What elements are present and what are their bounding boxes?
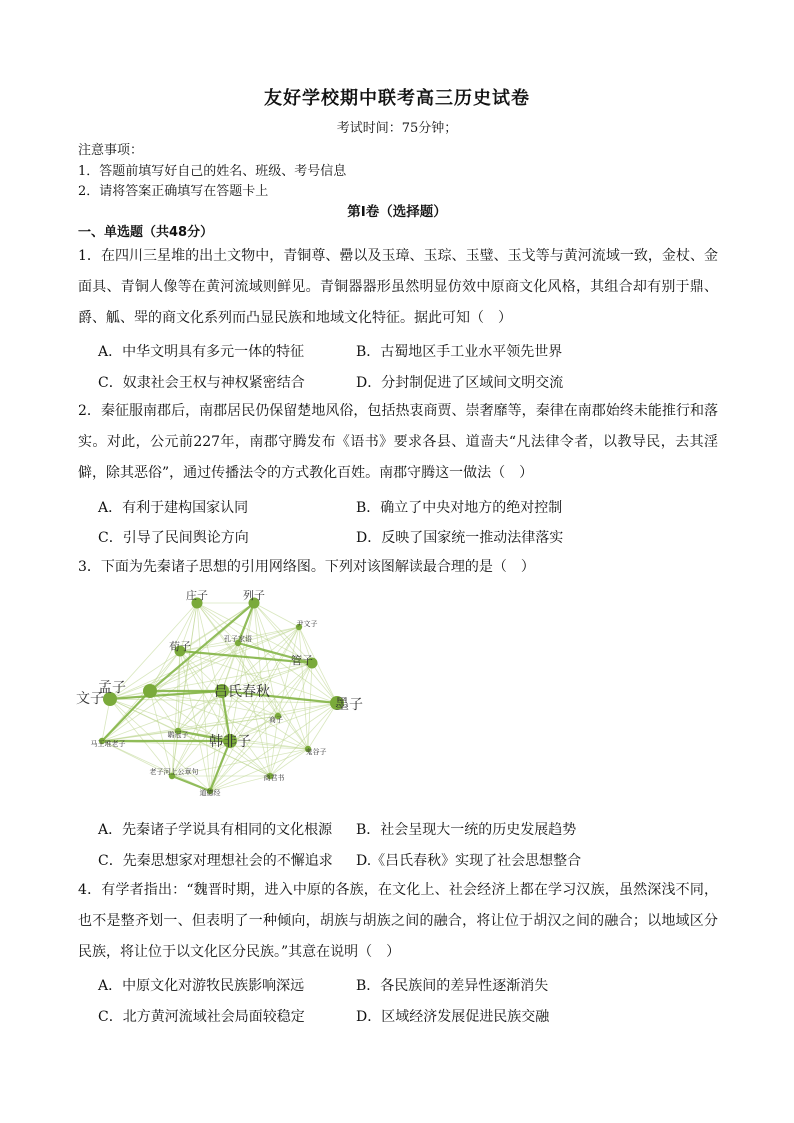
- question-2-option-a: A．有利于建构国家认同: [98, 500, 249, 516]
- question-1-option-c: C．奴隶社会王权与神权紧密结合: [98, 375, 305, 391]
- network-node: [143, 684, 157, 698]
- question-2-option-b: B．确立了中央对地方的绝对控制: [356, 500, 563, 516]
- network-node-label: 韩非子: [209, 734, 251, 750]
- network-node-label: 孔子家语: [224, 635, 252, 643]
- citation-network-graph: [76, 589, 366, 801]
- network-node-label: 商子: [269, 716, 283, 724]
- question-1-option-b: B．古蜀地区手工业水平领先世界: [356, 344, 563, 360]
- question-4-stem: 4．有学者指出：“魏晋时期，进入中原的各族，在文化上、社会经济上都在学习汉族，虽然深浅不同，也不是整齐划一、但表明了一种倾向，胡族与胡族之间的融合，将让位于胡汉之间的融合；以地域区分民族，将让位于以文化区分民族。”其意在说明（ ）: [78, 882, 718, 960]
- network-node-label: 吕氏春秋: [214, 684, 270, 700]
- question-3-option-d: D.《吕氏春秋》实现了社会思想整合: [356, 853, 582, 869]
- note-item-2: 2．请将答案正确填写在答题卡上: [78, 184, 269, 199]
- section-title: 一、单选题（共48分）: [78, 225, 214, 240]
- network-node-label: 尹文子: [296, 620, 318, 628]
- exam-time: 考试时间：75分钟；: [336, 121, 458, 136]
- network-node-label: 列子: [243, 589, 265, 602]
- network-node-label: 孟子: [98, 680, 126, 696]
- question-4-option-b: B．各民族间的差异性逐渐消失: [356, 978, 549, 994]
- network-node-label: 道德经: [199, 789, 221, 797]
- question-2-stem: 2．秦征服南郡后，南郡居民仍保留楚地风俗，包括热衷商贾、崇奢靡等，秦律在南郡始终未能推行和落实。对此，公元前227年，南郡守腾发布《语书》要求各县、道啬夫“凡法律令者，以教导民，去其淫僻，除其恶俗”，通过传播法令的方式教化百姓。南郡守腾这一做法（ ）: [78, 403, 718, 481]
- question-3-option-b: B．社会呈现大一统的历史发展趋势: [356, 822, 577, 838]
- network-node-label: 管子: [291, 654, 313, 667]
- network-node-label: 马王堆老子: [90, 740, 126, 748]
- question-3-option-c: C．先秦思想家对理想社会的不懈追求: [98, 853, 333, 869]
- question-4-option-a: A．中原文化对游牧民族影响深远: [98, 978, 305, 994]
- notes-heading: 注意事项：: [78, 143, 144, 158]
- network-node-label: 庄子: [186, 589, 208, 602]
- question-2-option-d: D．反映了国家统一推动法律落实: [356, 530, 564, 546]
- question-3-option-a: A．先秦诸子学说具有相同的文化根源: [98, 822, 333, 838]
- volume-title: 第I卷（选择题）: [347, 204, 447, 220]
- question-4-option-c: C．北方黄河流域社会局面较稳定: [98, 1009, 305, 1025]
- exam-title: 友好学校期中联考高三历史试卷: [264, 88, 530, 109]
- note-item-1: 1．答题前填写好自己的姓名、班级、考号信息: [78, 164, 347, 179]
- network-node-label: 文子: [76, 691, 104, 707]
- question-1-stem: 1．在四川三星堆的出土文物中，青铜尊、罍以及玉璋、玉琮、玉璧、玉戈等与黄河流域一致，金杖、金面具、青铜人像等在黄河流域则鲜见。青铜器器形虽然明显仿效中原商文化风格，其组合却有别于鼎、爵、觚、斝的商文化系列而凸显民族和地域文化特征。据此可知（ ）: [78, 248, 718, 326]
- question-1-option-d: D．分封制促进了区域间文明交流: [356, 375, 564, 391]
- question-2-option-c: C．引导了民间舆论方向: [98, 530, 249, 546]
- network-node-label: 墨子: [335, 697, 363, 713]
- question-1-option-a: A．中华文明具有多元一体的特征: [98, 344, 305, 360]
- network-node-label: 鬼谷子: [305, 748, 327, 756]
- network-node-label: 商君书: [263, 774, 285, 782]
- question-4-option-d: D．区域经济发展促进民族交融: [356, 1009, 550, 1025]
- network-node-label: 荀子: [169, 640, 191, 653]
- network-node-label: 鹖冠子: [167, 731, 189, 739]
- citation-network-figure: [76, 589, 366, 801]
- question-3-stem: 3．下面为先秦诸子思想的引用网络图。下列对该图解读最合理的是（ ）: [78, 559, 535, 575]
- network-node-label: 老子河上公章句: [149, 768, 199, 776]
